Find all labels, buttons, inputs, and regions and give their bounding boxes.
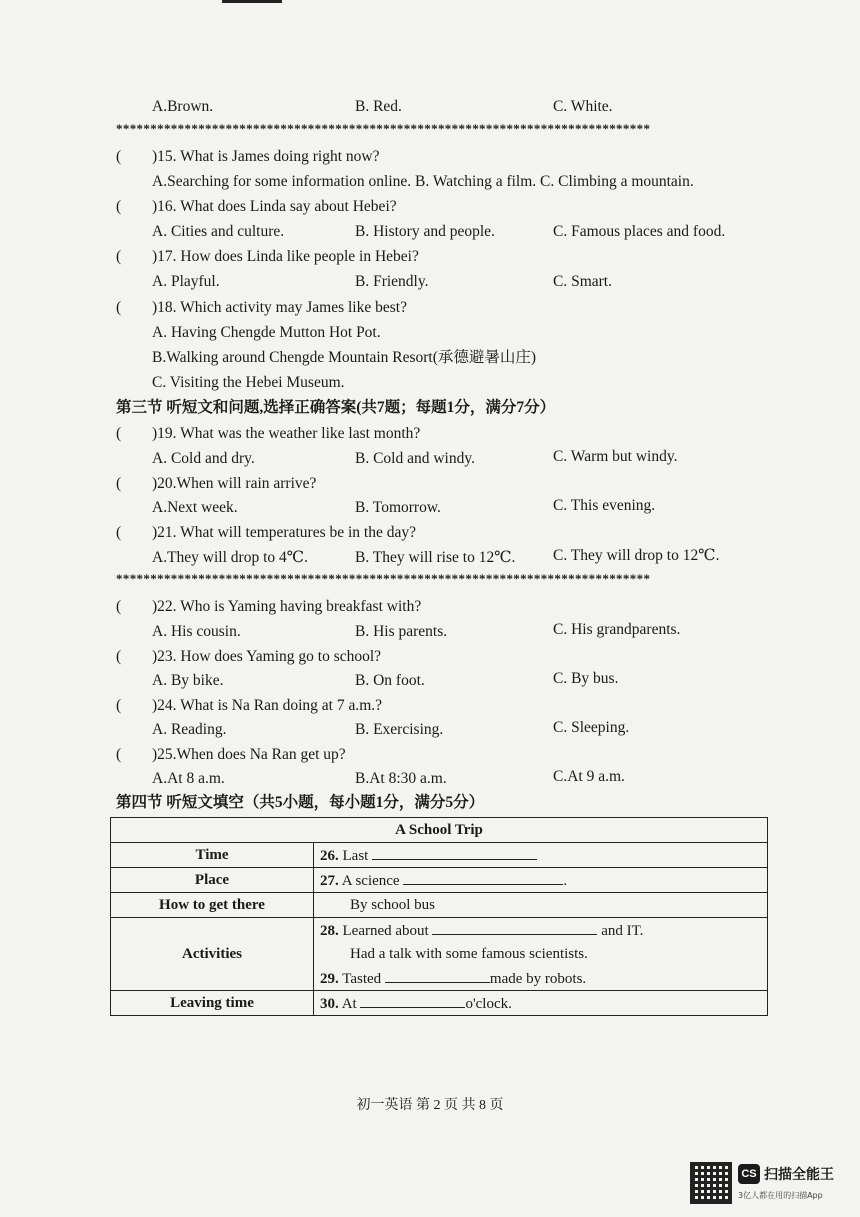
qr-code-icon: [690, 1162, 732, 1204]
section-4-title: 第四节 听短文填空（共5小题，每小题1分，满分5分）: [116, 794, 485, 811]
question-stem: )20.When will rain arrive?: [152, 475, 317, 492]
table-caption: A School Trip: [111, 818, 768, 843]
question-23: [116, 647, 381, 667]
q25-option-b: B.At 8:30 a.m.: [355, 770, 447, 787]
question-24: [116, 696, 382, 716]
question-21: [116, 523, 416, 543]
q24-option-c: C. Sleeping.: [553, 719, 630, 736]
table-row: [111, 918, 768, 943]
section-3-title: 第三节 听短文和问题,选择正确答案(共7题；每题1分，满分7分）: [116, 399, 556, 416]
question-stem: )22. Who is Yaming having breakfast with?: [152, 598, 422, 615]
scanner-tagline: 3亿人都在用的扫描App: [738, 1191, 823, 1200]
answer-paren: (: [116, 746, 122, 763]
q18-option-a: A. Having Chengde Mutton Hot Pot.: [152, 324, 381, 341]
q17-option-a: A. Playful.: [152, 273, 220, 290]
separator-line: ******************************************************************************: [116, 572, 651, 586]
blank-26[interactable]: [372, 845, 537, 860]
blank-30[interactable]: [360, 993, 465, 1008]
question-17: [116, 247, 419, 267]
scan-edge-mark: [222, 0, 282, 3]
q22-option-b: B. His parents.: [355, 623, 448, 640]
activities-key: Activities: [111, 918, 314, 991]
question-stem: )19. What was the weather like last month?: [152, 425, 421, 442]
q16-option-a: A. Cities and culture.: [152, 223, 285, 240]
question-stem: )21. What will temperatures be in the day?: [152, 524, 416, 541]
q22-option-a: A. His cousin.: [152, 623, 241, 640]
time-key: Time: [111, 843, 314, 868]
question-18: [116, 298, 407, 318]
question-16: [116, 197, 397, 217]
q22-option-c: C. His grandparents.: [553, 621, 681, 638]
q20-option-c: C. This evening.: [553, 497, 656, 514]
answer-paren: (: [116, 198, 122, 215]
how-key: How to get there: [111, 893, 314, 918]
q14-option-c: C. White.: [553, 98, 613, 115]
activity-28: 28. Learned about and IT.: [314, 918, 768, 943]
question-25: [116, 745, 346, 765]
answer-paren: (: [116, 148, 122, 165]
question-15: [116, 147, 379, 167]
question-stem: )15. What is James doing right now?: [152, 148, 380, 165]
q14-option-a: A.Brown.: [152, 98, 214, 115]
q19-option-b: B. Cold and windy.: [355, 450, 475, 467]
table-row: [111, 868, 768, 893]
q19-option-c: C. Warm but windy.: [553, 448, 678, 465]
answer-paren: (: [116, 248, 122, 265]
question-stem: )25.When does Na Ran get up?: [152, 746, 346, 763]
q21-option-a: A.They will drop to 4℃.: [152, 549, 308, 566]
q17-option-b: B. Friendly.: [355, 273, 429, 290]
question-stem: )18. Which activity may James like best?: [152, 299, 407, 316]
question-stem: )16. What does Linda say about Hebei?: [152, 198, 397, 215]
answer-paren: (: [116, 299, 122, 316]
q18-option-b: B.Walking around Chengde Mountain Resort(承德避暑山庄): [152, 349, 537, 366]
page-footer: 初一英语 第 2 页 共 8 页: [356, 1098, 504, 1113]
blank-27[interactable]: [403, 870, 563, 885]
table-row: [111, 991, 768, 1016]
q21-option-b: B. They will rise to 12℃.: [355, 549, 516, 566]
question-22: [116, 597, 421, 617]
q23-option-a: A. By bike.: [152, 672, 224, 689]
table-row: [111, 893, 768, 918]
answer-paren: (: [116, 475, 122, 492]
time-value: 26. Last: [314, 843, 768, 868]
school-trip-table: [110, 817, 768, 1016]
question-20: [116, 474, 316, 494]
q14-option-b: B. Red.: [355, 98, 402, 115]
answer-paren: (: [116, 425, 122, 442]
q16-option-b: B. History and people.: [355, 223, 495, 240]
leaving-value: 30. At o'clock.: [314, 991, 768, 1016]
question-stem: )17. How does Linda like people in Hebei?: [152, 248, 419, 265]
q20-option-b: B. Tomorrow.: [355, 499, 441, 516]
q25-option-c: C.At 9 a.m.: [553, 768, 625, 785]
question-19: [116, 424, 420, 444]
q19-option-a: A. Cold and dry.: [152, 450, 255, 467]
table-row: [111, 843, 768, 868]
q24-option-a: A. Reading.: [152, 721, 227, 738]
activity-talk: Had a talk with some famous scientists.: [314, 942, 768, 966]
activity-29: 29. Tasted made by robots.: [314, 966, 768, 991]
scanner-app-name: 扫描全能王: [764, 1167, 834, 1183]
q18-option-c: C. Visiting the Hebei Museum.: [152, 374, 345, 391]
q24-option-b: B. Exercising.: [355, 721, 444, 738]
q21-option-c: C. They will drop to 12℃.: [553, 547, 720, 564]
place-key: Place: [111, 868, 314, 893]
how-value: By school bus: [314, 893, 768, 918]
answer-paren: (: [116, 697, 122, 714]
blank-28[interactable]: [432, 920, 597, 935]
answer-paren: (: [116, 648, 122, 665]
q23-option-c: C. By bus.: [553, 670, 619, 687]
answer-paren: (: [116, 524, 122, 541]
place-value: 27. A science .: [314, 868, 768, 893]
q20-option-a: A.Next week.: [152, 499, 238, 516]
question-stem: )24. What is Na Ran doing at 7 a.m.?: [152, 697, 383, 714]
separator-line: ******************************************************************************: [116, 122, 651, 136]
blank-29[interactable]: [385, 968, 490, 983]
q25-option-a: A.At 8 a.m.: [152, 770, 225, 787]
q17-option-c: C. Smart.: [553, 273, 612, 290]
q16-option-c: C. Famous places and food.: [553, 223, 726, 240]
leaving-key: Leaving time: [111, 991, 314, 1016]
answer-paren: (: [116, 598, 122, 615]
q23-option-b: B. On foot.: [355, 672, 425, 689]
q15-options: A.Searching for some information online. B. Watching a film. C. Climbing a mountain.: [152, 173, 694, 190]
camscanner-logo-icon: CS: [738, 1164, 760, 1184]
question-stem: )23. How does Yaming go to school?: [152, 648, 382, 665]
